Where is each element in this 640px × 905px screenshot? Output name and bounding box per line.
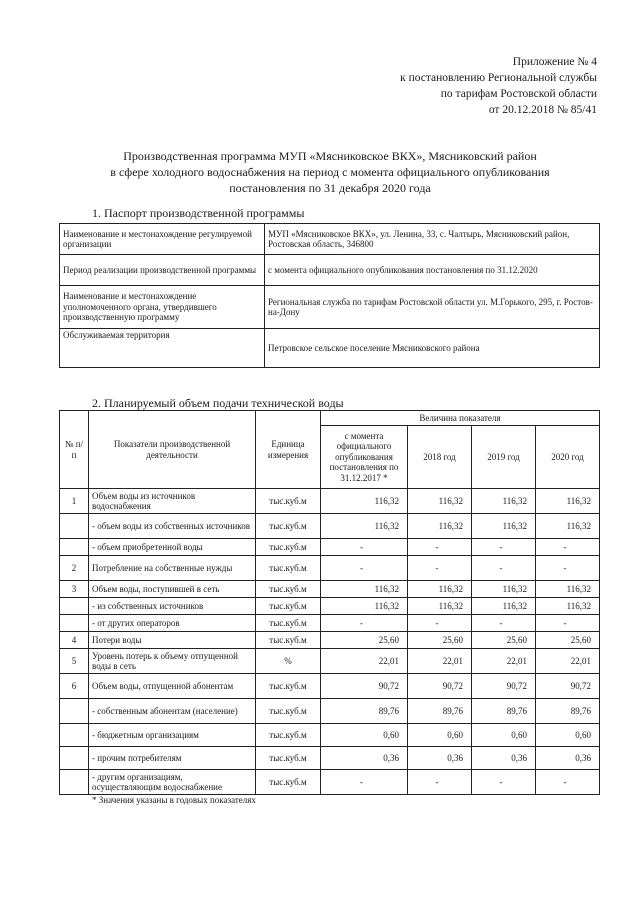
row-value: 25,60: [321, 632, 408, 649]
header-col-3: 2019 год: [472, 426, 536, 489]
row-value: -: [472, 770, 536, 795]
row-value: 116,32: [472, 489, 536, 514]
table-row: [60, 556, 600, 581]
row-name: - бюджетным организациям: [89, 724, 256, 747]
row-value: -: [321, 539, 408, 556]
section-2-heading: 2. Планируемый объем подачи технической воды: [92, 396, 344, 410]
row-value: 116,32: [321, 598, 408, 615]
row-num: 6: [60, 674, 89, 699]
row-value: -: [472, 539, 536, 556]
header-name: Показатели производственной деятельности: [89, 411, 256, 489]
row-value: 90,72: [408, 674, 472, 699]
row-value: 116,32: [321, 581, 408, 598]
table-row: [60, 581, 600, 598]
row-name: - другим организациям, осуществляющим водоснабжение: [89, 770, 256, 795]
title-line-2: в сфере холодного водоснабжения на период с момента официального опубликования: [110, 165, 550, 179]
table-row: [60, 514, 600, 539]
passport-value: МУП «Мясниковское ВКХ», ул. Ленина, 33, с. Чалтырь, Мясниковский район, Ростовская область, 346800: [265, 224, 600, 255]
row-value: -: [536, 539, 600, 556]
row-num: [60, 747, 89, 770]
appendix-line-4: от 20.12.2018 № 85/41: [488, 104, 597, 116]
row-name: - прочим потребителям: [89, 747, 256, 770]
row-value: -: [472, 615, 536, 632]
passport-value: Петровское сельское поселение Мясниковского района: [265, 329, 600, 368]
row-value: -: [472, 556, 536, 581]
table-row: [60, 770, 600, 795]
header-num: № п/п: [60, 411, 89, 489]
row-unit: тыс.куб.м: [256, 556, 321, 581]
header-col-4: 2020 год: [536, 426, 600, 489]
row-value: 22,01: [472, 649, 536, 674]
row-value: 116,32: [408, 598, 472, 615]
row-value: 90,72: [321, 674, 408, 699]
row-value: -: [321, 556, 408, 581]
appendix-line-1: Приложение № 4: [512, 56, 597, 68]
header-col-1: с момента официального опубликования постановления по 31.12.2017 *: [321, 426, 408, 489]
title-line-1: Производственная программа МУП «Мясниковское ВКХ», Мясниковский район: [123, 149, 537, 163]
row-unit: тыс.куб.м: [256, 514, 321, 539]
header-col-2: 2018 год: [408, 426, 472, 489]
table-row: [60, 489, 600, 514]
row-name: - от других операторов: [89, 615, 256, 632]
row-value: 116,32: [536, 514, 600, 539]
row-num: [60, 699, 89, 724]
passport-row: [60, 224, 600, 255]
header-row: [60, 411, 600, 426]
row-unit: тыс.куб.м: [256, 770, 321, 795]
row-value: 116,32: [321, 489, 408, 514]
row-unit: тыс.куб.м: [256, 489, 321, 514]
passport-label: Период реализации производственной программы: [60, 255, 265, 286]
appendix-line-3: по тарифам Ростовской области: [440, 88, 597, 100]
appendix-line-2: к постановлению Региональной службы: [400, 72, 597, 84]
table-row: [60, 539, 600, 556]
row-value: 116,32: [321, 514, 408, 539]
row-value: 0,60: [408, 724, 472, 747]
row-value: 116,32: [536, 489, 600, 514]
row-value: -: [536, 556, 600, 581]
table-row: [60, 632, 600, 649]
passport-label: Наименование и местонахождение уполномоченного органа, утвердившего производственную программу: [60, 286, 265, 329]
passport-row: [60, 286, 600, 329]
row-unit: тыс.куб.м: [256, 632, 321, 649]
row-num: 1: [60, 489, 89, 514]
table-row: [60, 699, 600, 724]
row-name: - собственным абонентам (население): [89, 699, 256, 724]
row-value: -: [321, 615, 408, 632]
row-value: -: [321, 770, 408, 795]
passport-label: Наименование и местонахождение регулируемой организации: [60, 224, 265, 255]
table-row: [60, 747, 600, 770]
table-row: [60, 598, 600, 615]
row-value: 0,36: [408, 747, 472, 770]
row-name: Объем воды, отпущенной абонентам: [89, 674, 256, 699]
row-name: - из собственных источников: [89, 598, 256, 615]
row-name: - объем приобретенной воды: [89, 539, 256, 556]
row-value: 0,36: [321, 747, 408, 770]
volume-table: [59, 410, 600, 795]
row-num: [60, 514, 89, 539]
row-unit: тыс.куб.м: [256, 581, 321, 598]
row-unit: тыс.куб.м: [256, 747, 321, 770]
row-value: 116,32: [408, 489, 472, 514]
row-value: 116,32: [408, 514, 472, 539]
row-value: -: [408, 770, 472, 795]
footnote: * Значения указаны в годовых показателях: [92, 795, 256, 805]
row-value: -: [408, 539, 472, 556]
header-unit: Единица измерения: [256, 411, 321, 489]
row-value: 89,76: [536, 699, 600, 724]
row-num: [60, 724, 89, 747]
passport-row: [60, 255, 600, 286]
row-value: -: [536, 770, 600, 795]
row-name: Объем воды из источников водоснабжения: [89, 489, 256, 514]
row-value: 0,60: [321, 724, 408, 747]
row-value: 0,36: [472, 747, 536, 770]
row-value: 22,01: [321, 649, 408, 674]
row-value: 25,60: [472, 632, 536, 649]
table-row: [60, 615, 600, 632]
document-title: [80, 148, 580, 196]
row-value: 89,76: [472, 699, 536, 724]
row-unit: тыс.куб.м: [256, 615, 321, 632]
passport-label: Обслуживаемая территория: [60, 329, 265, 368]
row-num: 4: [60, 632, 89, 649]
passport-row: [60, 329, 600, 368]
row-num: [60, 615, 89, 632]
row-value: 116,32: [536, 598, 600, 615]
row-value: 0,60: [536, 724, 600, 747]
row-unit: тыс.куб.м: [256, 724, 321, 747]
row-unit: тыс.куб.м: [256, 674, 321, 699]
row-value: 89,76: [321, 699, 408, 724]
row-name: Потери воды: [89, 632, 256, 649]
row-name: Уровень потерь к объему отпущенной воды в сеть: [89, 649, 256, 674]
row-value: 90,72: [472, 674, 536, 699]
table-row: [60, 649, 600, 674]
row-num: 5: [60, 649, 89, 674]
passport-table: [59, 223, 600, 368]
row-num: 2: [60, 556, 89, 581]
row-value: 116,32: [408, 581, 472, 598]
row-value: -: [536, 615, 600, 632]
row-value: 25,60: [408, 632, 472, 649]
table-row: [60, 724, 600, 747]
row-value: 116,32: [472, 514, 536, 539]
row-num: [60, 539, 89, 556]
row-unit: тыс.куб.м: [256, 699, 321, 724]
row-value: 22,01: [408, 649, 472, 674]
row-num: [60, 770, 89, 795]
row-value: 116,32: [536, 581, 600, 598]
row-num: [60, 598, 89, 615]
header-group: Величина показателя: [321, 411, 600, 426]
row-name: - объем воды из собственных источников: [89, 514, 256, 539]
row-value: 22,01: [536, 649, 600, 674]
volume-table-body: [60, 489, 600, 795]
row-unit: %: [256, 649, 321, 674]
row-value: 89,76: [408, 699, 472, 724]
appendix-block: [400, 54, 597, 118]
row-value: 0,60: [472, 724, 536, 747]
passport-value: Региональная служба по тарифам Ростовской области ул. М.Горького, 295, г. Ростов-на-Дону: [265, 286, 600, 329]
row-value: 25,60: [536, 632, 600, 649]
row-name: Потребление на собственные нужды: [89, 556, 256, 581]
title-line-3: постановления по 31 декабря 2020 года: [229, 181, 431, 195]
row-name: Объем воды, поступившей в сеть: [89, 581, 256, 598]
row-unit: тыс.куб.м: [256, 539, 321, 556]
row-value: 116,32: [472, 598, 536, 615]
section-1-heading: 1. Паспорт производственной программы: [92, 206, 305, 220]
row-value: 90,72: [536, 674, 600, 699]
row-value: -: [408, 615, 472, 632]
row-unit: тыс.куб.м: [256, 598, 321, 615]
table-row: [60, 674, 600, 699]
row-value: -: [408, 556, 472, 581]
row-value: 116,32: [472, 581, 536, 598]
row-value: 0,36: [536, 747, 600, 770]
row-num: 3: [60, 581, 89, 598]
passport-value: с момента официального опубликования постановления по 31.12.2020: [265, 255, 600, 286]
